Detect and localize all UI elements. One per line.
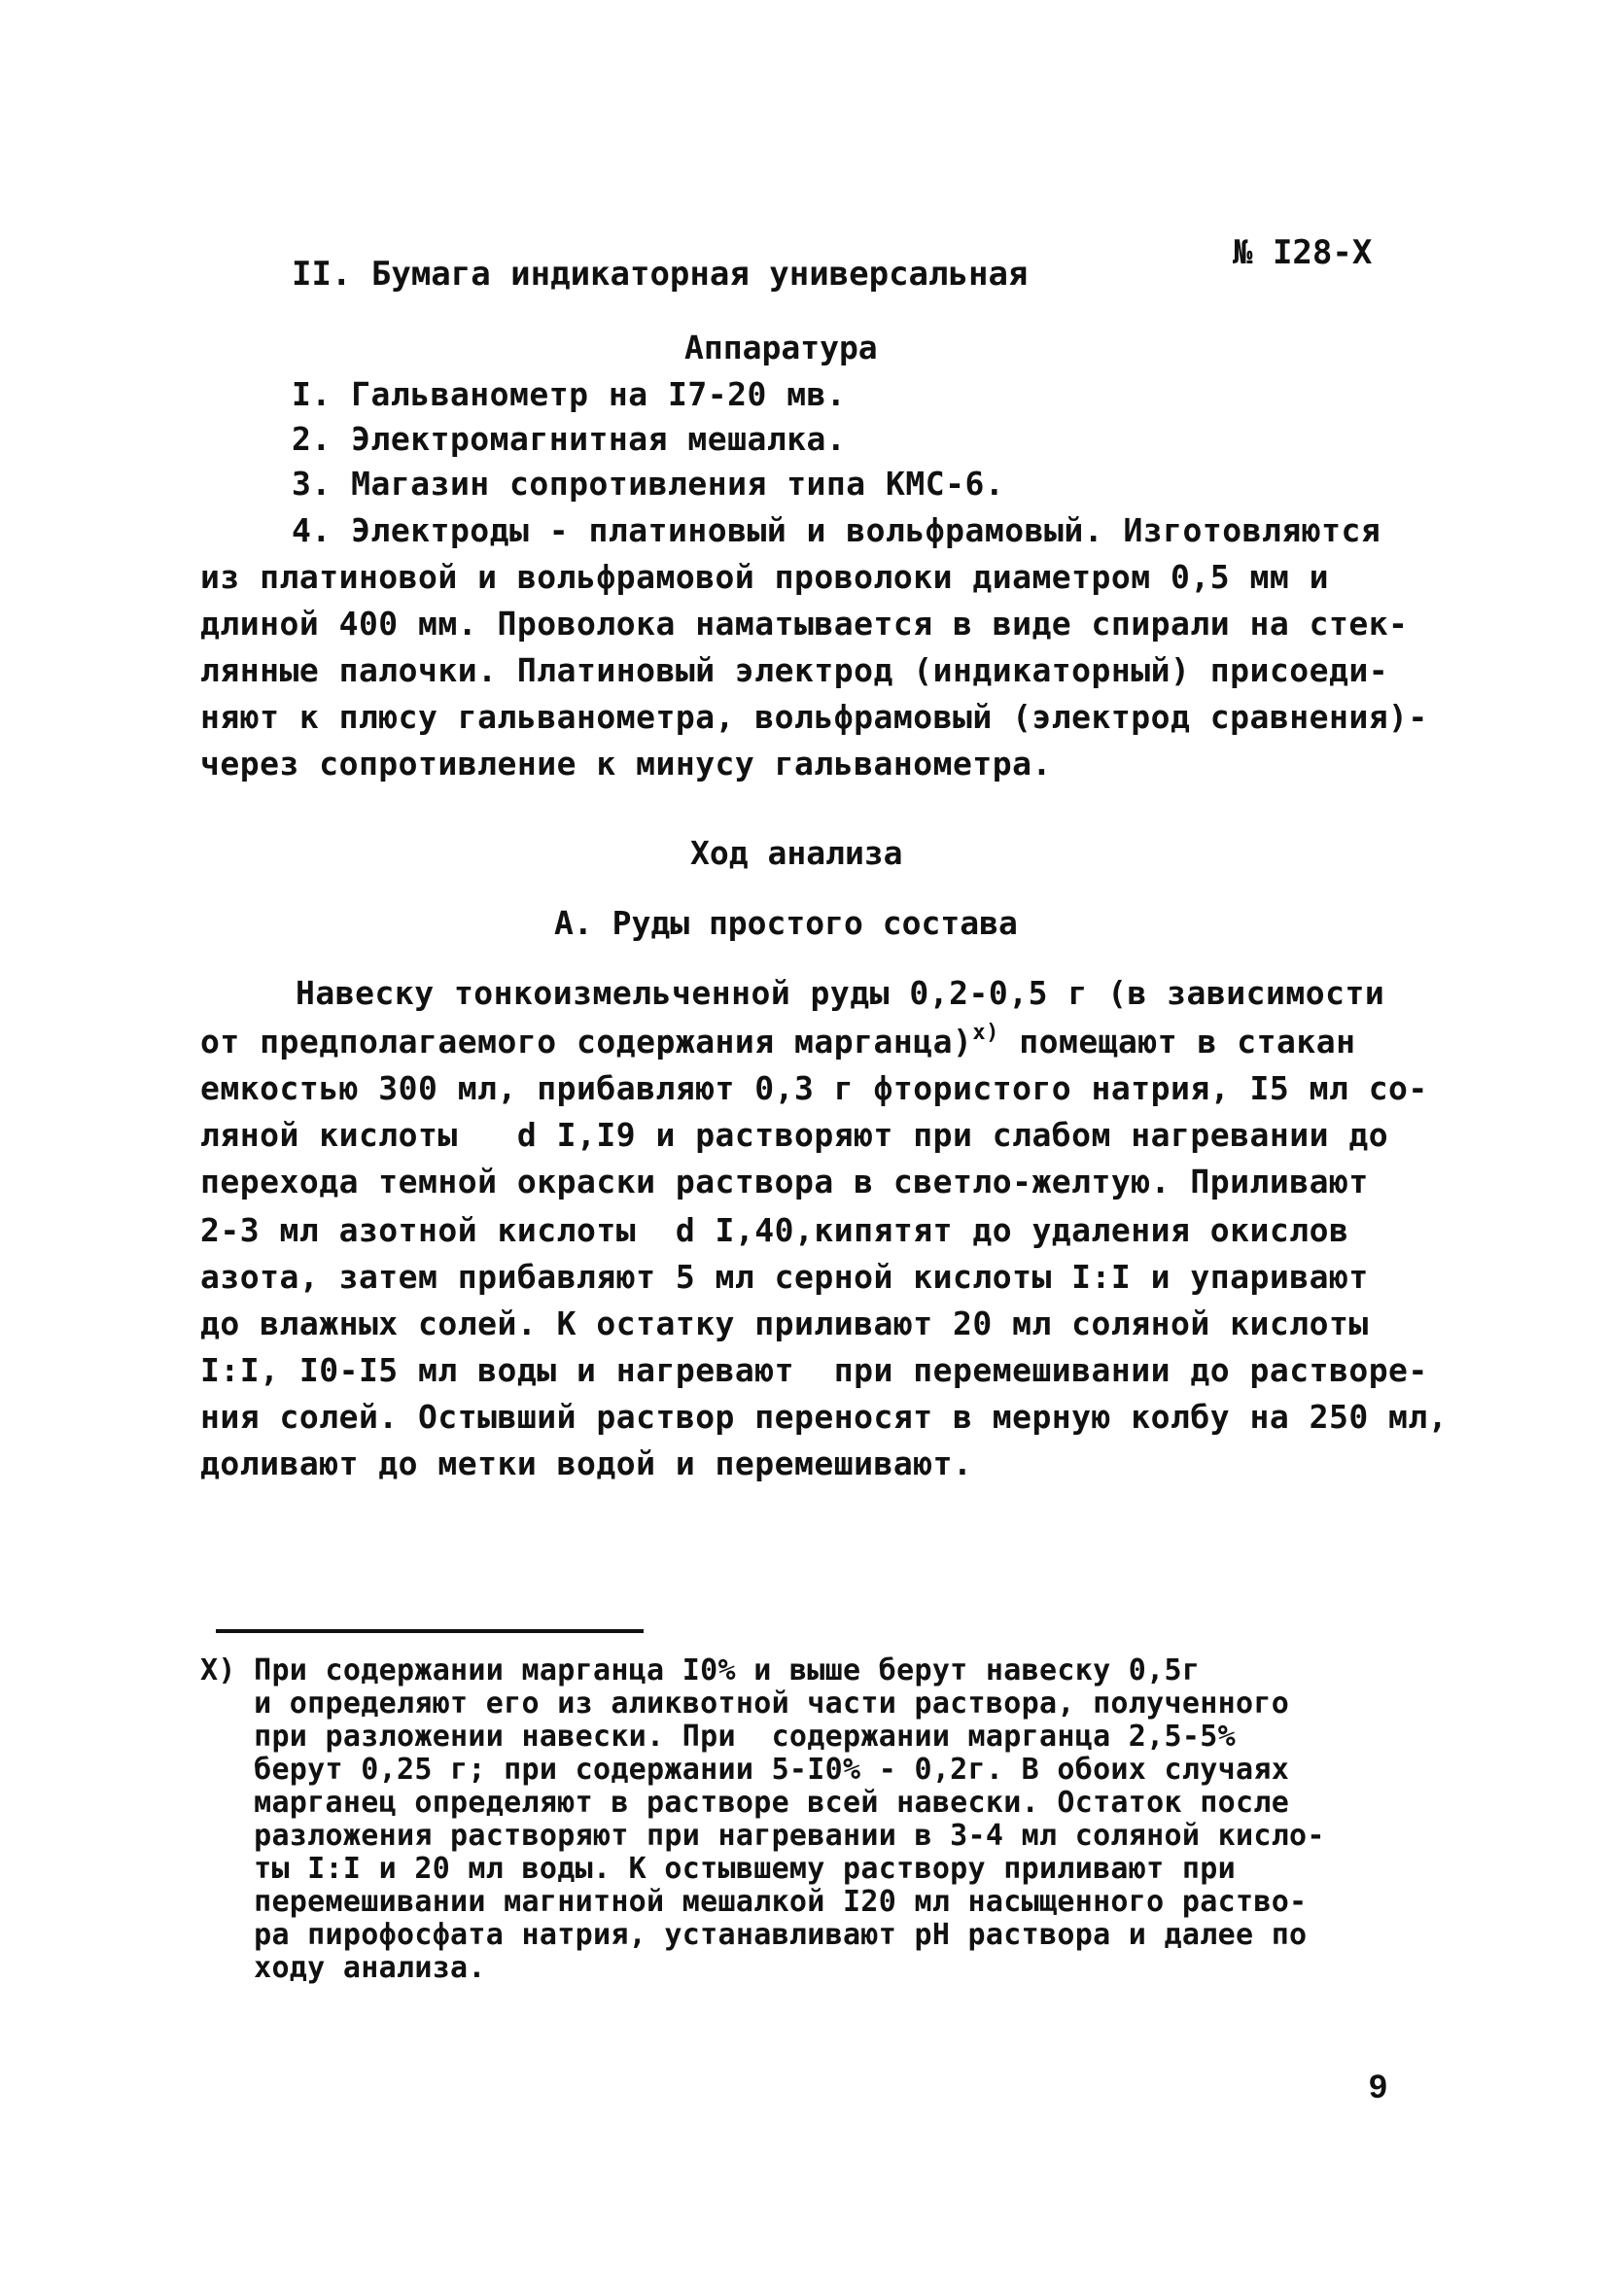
footnote-line: перемешивании магнитной мешалкой I20 мл насыщенного раство- bbox=[200, 1885, 1308, 1919]
paragraph-text: от предполагаемого содержания марганца) bbox=[200, 1023, 973, 1061]
footnote-line: марганец определяют в растворе всей навески. Остаток после bbox=[200, 1786, 1290, 1820]
apparatus-item: I. Гальванометр на I7-20 мв. bbox=[292, 375, 847, 413]
paragraph-line: I:I, I0-I5 мл воды и нагревают при перемешивании до растворе- bbox=[200, 1351, 1428, 1389]
paragraph-line: емкостью 300 мл, прибавляют 0,3 г фтористого натрия, I5 мл со- bbox=[200, 1069, 1428, 1107]
apparatus-item: 2. Электромагнитная мешалка. bbox=[292, 420, 847, 458]
footnote-line: Х) При содержании марганца I0% и выше берут навеску 0,5г bbox=[200, 1653, 1201, 1687]
paragraph-line: через сопротивление к минусу гальванометра. bbox=[200, 745, 1052, 783]
apparatus-heading: Аппаратура bbox=[684, 329, 878, 366]
paragraph-line: ляной кислоты d I,I9 и растворяют при слабом нагревании до bbox=[200, 1116, 1389, 1154]
footnote-line: ходу анализа. bbox=[200, 1951, 486, 1985]
footnote-divider bbox=[216, 1629, 644, 1633]
analysis-subheading: А. Руды простого состава bbox=[554, 904, 1018, 942]
footnote-line: ра пирофосфата натрия, устанавливают рН раствора и далее по bbox=[200, 1918, 1308, 1952]
footnote-line: берут 0,25 г; при содержании 5-I0% - 0,2г. В обоих случаях bbox=[200, 1753, 1290, 1787]
apparatus-item: 4. Электроды - платиновый и вольфрамовый. Изготовляются bbox=[292, 511, 1381, 549]
page-number: 9 bbox=[1369, 2069, 1387, 2105]
paragraph-text: помещают в стакан bbox=[998, 1023, 1356, 1061]
footnote-line: разложения растворяют при нагревании в 3-4 мл соляной кисло- bbox=[200, 1819, 1325, 1853]
footnote-line: ты I:I и 20 мл воды. К остывшему раствору приливают при bbox=[200, 1852, 1236, 1886]
paragraph-line: до влажных солей. К остатку приливают 20 мл соляной кислоты bbox=[200, 1305, 1369, 1342]
paragraph-line bbox=[200, 1021, 1355, 1068]
footnote-line: при разложении навески. При содержании марганца 2,5-5% bbox=[200, 1720, 1236, 1754]
paragraph-line: перехода темной окраски раствора в светло-желтую. Приливают bbox=[200, 1163, 1369, 1200]
paragraph-line: Навеску тонкоизмельченной руды 0,2-0,5 г (в зависимости bbox=[296, 974, 1385, 1012]
analysis-heading: Ход анализа bbox=[690, 834, 903, 872]
paragraph-line: длиной 400 мм. Проволока наматывается в виде спирали на стек- bbox=[200, 605, 1409, 643]
paragraph-line: ния солей. Остывший раствор переносят в мерную колбу на 250 мл, bbox=[200, 1398, 1449, 1436]
footnote-line: и определяют его из аликвотной части раствора, полученного bbox=[200, 1687, 1290, 1721]
paragraph-line: няют к плюсу гальванометра, вольфрамовый (электрод сравнения)- bbox=[200, 698, 1428, 736]
paragraph-line: азота, затем прибавляют 5 мл серной кислоты I:I и упаривают bbox=[200, 1258, 1369, 1296]
paragraph-line: 2-3 мл азотной кислоты d I,40,кипятят до удаления окислов bbox=[200, 1211, 1349, 1249]
paragraph-line: лянные палочки. Платиновый электрод (индикаторный) присоеди- bbox=[200, 651, 1389, 689]
apparatus-item: 3. Магазин сопротивления типа КМС-6. bbox=[292, 465, 1005, 503]
document-number: № I28-Х bbox=[1233, 233, 1373, 272]
paragraph-line: доливают до метки водой и перемешивают. bbox=[200, 1444, 973, 1482]
paragraph-line: из платиновой и вольфрамовой проволоки диаметром 0,5 мм и bbox=[200, 558, 1329, 596]
item-title: II. Бумага индикаторная универсальная bbox=[292, 255, 1029, 294]
footnote-marker: х) bbox=[972, 1021, 999, 1045]
